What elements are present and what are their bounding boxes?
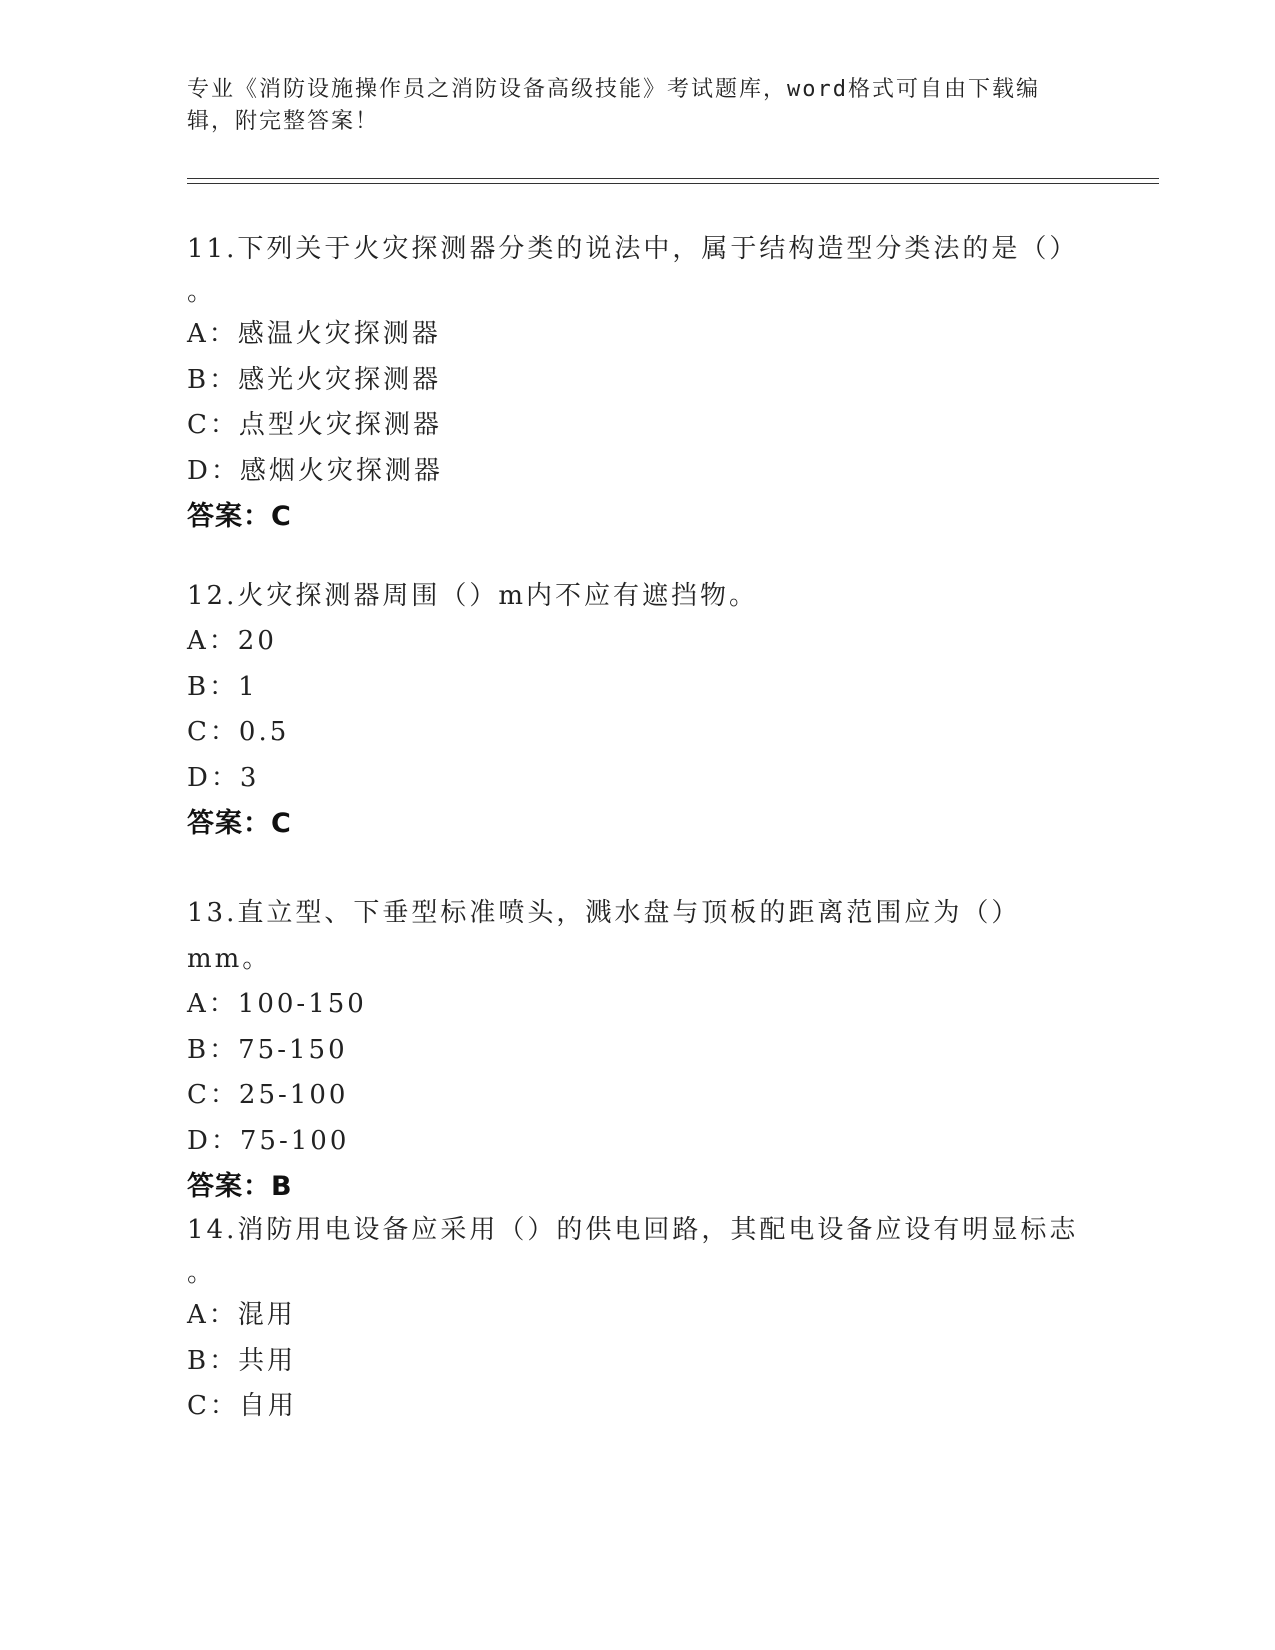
option-text: 75-100 — [239, 1125, 350, 1156]
option-a — [187, 312, 1087, 358]
option-label: B： — [187, 671, 239, 702]
option-label: C： — [187, 1391, 239, 1421]
answer-label: 答案： — [187, 501, 271, 532]
option-d — [187, 449, 1087, 495]
option-text: 1 — [238, 671, 258, 702]
option-c — [187, 1384, 1087, 1430]
question-stem: 12.火灾探测器周围（）m内不应有遮挡物。 — [187, 581, 759, 611]
document-intro — [187, 74, 1067, 138]
question-stem: 11.下列关于火灾探测器分类的说法中，属于结构造型分类法的是（） — [187, 234, 1079, 264]
header-divider-top — [187, 178, 1159, 179]
question-12 — [187, 573, 1087, 847]
option-c — [187, 403, 1087, 449]
option-label: A： — [187, 989, 238, 1019]
answer-value: C — [271, 501, 292, 532]
question-13 — [187, 890, 1087, 1210]
option-b — [187, 358, 1087, 404]
option-label: A： — [187, 626, 238, 656]
question-11 — [187, 226, 1087, 540]
option-label: B： — [187, 1034, 239, 1065]
option-a — [187, 1293, 1087, 1339]
option-label: D： — [187, 762, 240, 793]
intro-line-2: 辑，附完整答案！ — [187, 109, 380, 134]
option-text: 感烟火灾探测器 — [239, 455, 443, 486]
option-text: 20 — [237, 626, 277, 656]
intro-line-1: 专业《消防设施操作员之消防设备高级技能》考试题库，word格式可自由下载编 — [187, 77, 1040, 102]
option-text: 自用 — [238, 1391, 297, 1421]
option-text: 感光火灾探测器 — [238, 364, 442, 395]
option-label: D： — [187, 1125, 240, 1156]
option-text: 点型火灾探测器 — [238, 410, 442, 440]
option-label: B： — [187, 1345, 239, 1376]
option-d — [187, 1119, 1087, 1165]
answer-line — [187, 801, 1087, 847]
option-text: 共用 — [238, 1345, 297, 1376]
option-c — [187, 710, 1087, 756]
answer-value: B — [271, 1171, 293, 1202]
option-text: 3 — [239, 762, 260, 793]
option-label: A： — [187, 1300, 238, 1330]
answer-line — [187, 1164, 1087, 1210]
option-d — [187, 756, 1087, 802]
header-divider-bottom — [187, 183, 1159, 184]
question-14 — [187, 1207, 1087, 1430]
option-label: D： — [187, 455, 240, 486]
option-b — [187, 1028, 1087, 1074]
option-label: C： — [187, 717, 239, 747]
option-text: 0.5 — [238, 717, 290, 747]
question-stem: 13.直立型、下垂型标准喷头，溅水盘与顶板的距离范围应为（）mm。 — [187, 898, 1021, 974]
answer-label: 答案： — [187, 808, 271, 839]
question-stem: 14.消防用电设备应采用（）的供电回路，其配电设备应设有明显标志 — [187, 1215, 1079, 1245]
option-b — [187, 1339, 1087, 1385]
option-b — [187, 665, 1087, 711]
option-a — [187, 619, 1087, 665]
option-a — [187, 982, 1087, 1028]
option-text: 100-150 — [237, 989, 367, 1019]
answer-value: C — [271, 808, 292, 839]
option-label: A： — [187, 319, 238, 349]
option-c — [187, 1073, 1087, 1119]
option-label: B： — [187, 364, 239, 395]
answer-label: 答案： — [187, 1171, 271, 1202]
option-label: C： — [187, 410, 239, 440]
option-text: 混用 — [237, 1300, 296, 1330]
option-label: C： — [187, 1080, 239, 1110]
option-text: 75-150 — [238, 1034, 348, 1065]
answer-line — [187, 494, 1087, 540]
question-stem-continuation: 。 — [187, 1258, 217, 1288]
option-text: 感温火灾探测器 — [237, 319, 441, 349]
question-stem-continuation: 。 — [187, 277, 217, 307]
option-text: 25-100 — [238, 1080, 349, 1110]
